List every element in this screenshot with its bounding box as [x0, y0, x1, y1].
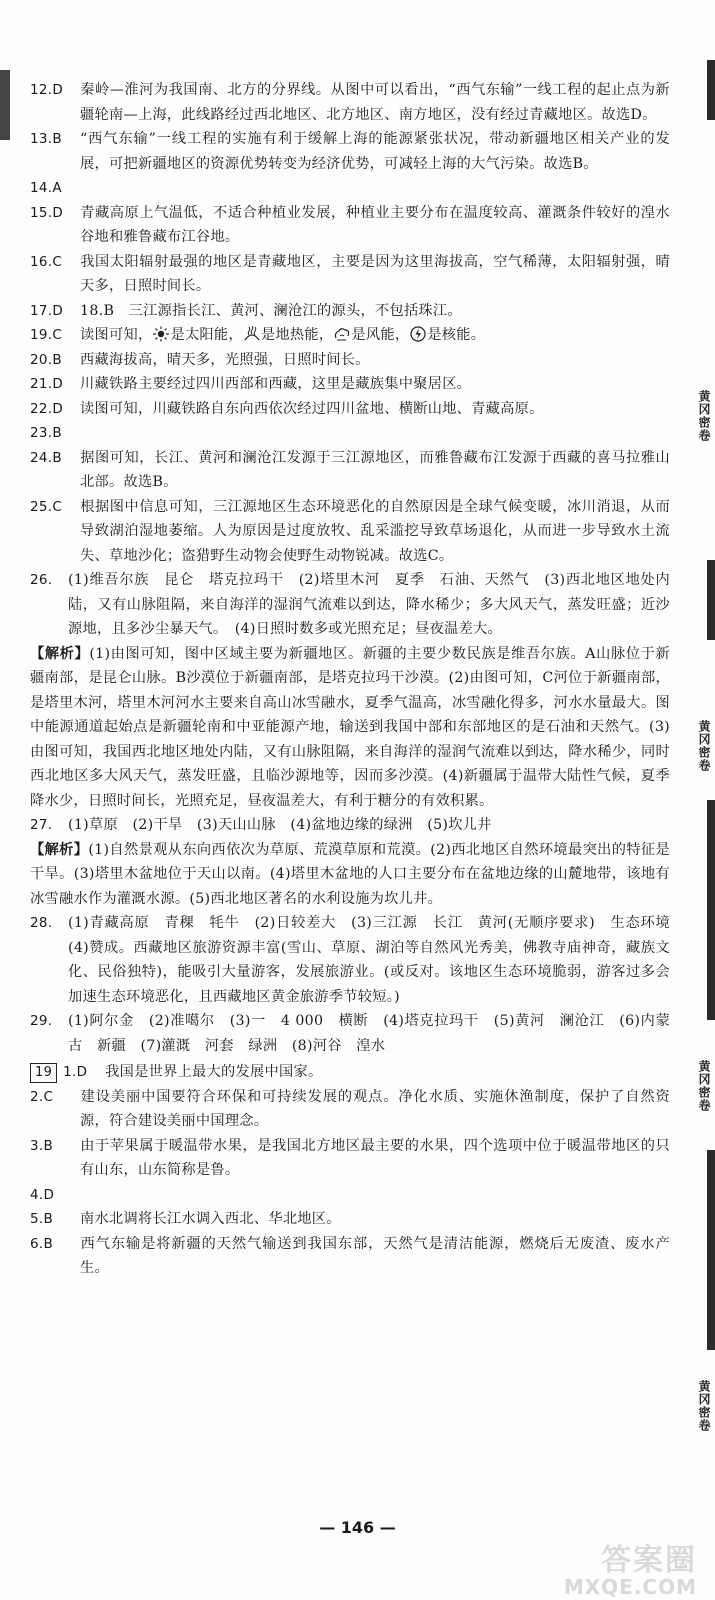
answer-item: [30, 78, 670, 127]
answer-item: [30, 397, 670, 422]
answer-text: 读图可知，川藏铁路自东向西依次经过四川盆地、横断山地、青藏高原。: [80, 400, 544, 417]
answer-text: 秦岭—淮河为我国南、北方的分界线。从图中可以看出，“西气东输”一线工程的起止点为新疆轮南—上海，此线路经过西北地区、北方地区、南方地区，没有经过青藏地区。故选D。: [80, 82, 670, 123]
answer-item: [30, 348, 670, 373]
analysis-tag: 【解析】: [30, 645, 90, 662]
answer-text: 据图可知，长江、黄河和澜沧江发源于三江源地区，而雅鲁藏布江发源于西藏的喜马拉雅山北部。故选B。: [80, 449, 670, 490]
answer-number: 17.D: [30, 302, 64, 319]
answer-number: 25.C: [30, 498, 63, 515]
answer-item: [30, 813, 670, 838]
nuclear-icon: [409, 326, 427, 342]
watermark-url: MXQE.COM: [563, 1575, 697, 1599]
answer-text: 由于苹果属于暖温带水果，是我国北方地区最主要的水果，四个选项中位于暖温带地区的只有山东，山东简称是鲁。: [80, 1137, 670, 1178]
answer-number: 12.D: [30, 82, 64, 98]
answer-number: 26.: [30, 572, 53, 588]
answer-item: [30, 201, 670, 250]
side-label: 黄冈密卷: [697, 720, 711, 772]
side-label: 黄冈密卷: [697, 1380, 711, 1432]
answer-text: 我国太阳辐射最强的地区是青藏地区，主要是因为这里海拔高，空气稀薄，太阳辐射强，晴天多，日照时间长。: [80, 253, 670, 294]
sun-icon: [152, 326, 170, 342]
answer-text: 18.B 三江源指长江、黄河、澜沧江的源头，不包括珠江。: [80, 302, 462, 319]
answer-item: [30, 1134, 670, 1183]
answer-number: 15.D: [30, 204, 64, 221]
analysis-tag: 【解析】: [30, 841, 89, 858]
analysis-text: (1)自然景观从东向西依次为草原、荒漠草原和荒漠。(2)西北地区自然环境最突出的特征是干旱。(3)塔里木盆地位于天山以南。(4)塔里木盆地的人口主要分布在盆地边缘的山麓地带，该地有冰雪融水作为灌溉水源。(5)西北地区著名的水利设施为坎儿井。: [30, 841, 670, 907]
answer-number: 4.D: [30, 1186, 55, 1203]
analysis-27: [30, 838, 670, 912]
answer-item: [30, 1232, 670, 1281]
right-edge-tab: [707, 560, 715, 640]
page-number: — 146 —: [319, 1518, 396, 1537]
analysis-26: [30, 642, 670, 814]
answer-number: 22.D: [30, 400, 64, 417]
answer-number: 1.D: [63, 1064, 88, 1080]
answer-item: [30, 911, 685, 1009]
answer-item: [30, 568, 670, 642]
answer-number: 20.B: [30, 351, 62, 368]
answer-text: “西气东输”一线工程的实施有利于缓解上海的能源紧张状况，带动新疆地区相关产业的发展，可把新疆地区的资源优势转变为经济优势，可减轻上海的大气污染。故选B。: [80, 131, 670, 172]
section-19-first: [30, 1060, 670, 1085]
answer-text: 是地热能，: [260, 327, 334, 343]
answer-number: 21.D: [30, 376, 64, 392]
answer-item: [30, 372, 670, 397]
answer-item-19: [30, 323, 670, 348]
answer-item: [30, 127, 670, 176]
answer-number: 16.C: [30, 253, 63, 270]
answer-number: 29.: [30, 1013, 53, 1029]
answer-item: [30, 1009, 670, 1058]
answer-text: (1)维吾尔族 昆仑 塔克拉玛干 (2)塔里木河 夏季 石油、天然气 (3)西北地区地处内陆，又有山脉阻隔，来自海洋的湿润气流难以到达，降水稀少；多大风天气，蒸发旺盛；近沙源地，且多沙尘暴天气。 (4)日照时数多或光照充足；昼夜温差大。: [68, 572, 670, 637]
side-label: 黄冈密卷: [697, 390, 711, 442]
answer-text: 根据图中信息可知，三江源地区生态环境恶化的自然原因是全球气候变暖，冰川消退，从而导致湖泊湿地萎缩。人为原因是过度放牧、乱采滥挖导致草场退化，从而进一步导致水土流失、草地沙化；盗猎野生动物会使野生动物锐减。故选C。: [80, 498, 670, 564]
answer-text: 读图可知，: [80, 327, 153, 343]
answer-text: 西气东输是将新疆的天然气输送到我国东部，天然气是清洁能源，燃烧后无废渣、废水产生。: [80, 1235, 670, 1276]
answer-item: [30, 421, 670, 446]
side-label: 黄冈密卷: [697, 1060, 711, 1112]
answer-number: 27.: [30, 817, 53, 833]
answer-content: [30, 78, 685, 1281]
answer-text: (1)青藏高原 青稞 牦牛 (2)日较差大 (3)三江源 长江 黄河(无顺序要求) 生态环境 (4)赞成。西藏地区旅游资源丰富(雪山、草原、湖泊等自然风光秀美，佛教寺庙神奇，藏族文化、民俗独特)，能吸引大量游客，发展旅游业。(或反对。该地区生态环境脆弱，游客过多会加速生态环境恶化，且西藏地区黄金旅游季节较短。): [68, 915, 685, 1005]
answer-number: 13.B: [30, 131, 62, 147]
answer-text: 是风能，: [351, 327, 410, 343]
answer-text: 是核能。: [427, 327, 486, 343]
answer-number: 24.B: [30, 449, 62, 466]
left-binding-mark: [0, 70, 10, 140]
answer-item: [30, 446, 670, 495]
watermark-title: 答案圈: [601, 1543, 697, 1578]
analysis-text: (1)由图可知，图中区域主要为新疆地区。新疆的主要少数民族是维吾尔族。A山脉位于新疆南部，是昆仑山脉。B沙漠位于新疆南部，是塔克拉玛干沙漠。(2)由图可知，C河位于新疆南部，是塔里木河，塔里木河河水主要来自高山冰雪融水，夏季气温高，冰雪融化得多，河水水量最大。图中能源通道起始点是新疆轮南和中亚能源产地，输送到我国中部和东部地区的是石油和天然气。(3)由图可知，我国西北地区地处内陆，又有山脉阻隔，来自海洋的湿润气流难以到达，降水稀少，同时西北地区多大风天气，蒸发旺盛，且临沙源地等，因而多沙漠。(4)新疆属于温带大陆性气候，夏季降水少，日照时间长，光照充足，昼夜温差大，有利于糖分的有效积累。: [30, 645, 670, 809]
answer-item: [30, 1207, 670, 1232]
wind-icon: [333, 326, 351, 342]
geothermal-icon: [243, 326, 261, 342]
right-edge-tab: [707, 60, 715, 120]
answer-text: 是太阳能，: [170, 327, 243, 343]
answer-text: 西藏海拔高，晴天多，光照强，日照时间长。: [80, 351, 370, 368]
answer-text: 青藏高原上气温低，不适合种植业发展，种植业主要分布在温度较高、灌溉条件较好的湟水谷地和雅鲁藏布江谷地。: [80, 204, 670, 245]
answer-item: [30, 299, 670, 324]
watermark: [527, 1535, 697, 1599]
right-edge-tab: [707, 800, 715, 1020]
answer-item: [30, 1183, 670, 1208]
answer-number: 19.C: [30, 327, 63, 343]
answer-text: (1)草原 (2)干旱 (3)天山山脉 (4)盆地边缘的绿洲 (5)坎儿井: [68, 817, 492, 833]
answer-number: 6.B: [30, 1235, 54, 1252]
answer-number: 23.B: [30, 425, 62, 441]
answer-number: 5.B: [30, 1211, 54, 1227]
answer-number: 2.C: [30, 1088, 54, 1105]
answer-number: 14.A: [30, 180, 62, 196]
answer-text: 南水北调将长江水调入西北、华北地区。: [80, 1211, 341, 1227]
answer-item: [30, 176, 670, 201]
section-number-box: 19: [30, 1063, 57, 1083]
answer-text: 川藏铁路主要经过四川西部和西藏，这里是藏族集中聚居区。: [80, 376, 472, 392]
answer-number: 3.B: [30, 1137, 54, 1154]
answer-text: 建设美丽中国要符合环保和可持续发展的观点。净化水质、实施休渔制度，保护了自然资源，符合建设美丽中国理念。: [80, 1088, 670, 1129]
answer-item: [30, 495, 670, 569]
answer-item: [30, 1085, 670, 1134]
answer-item: [30, 250, 670, 299]
answer-number: 28.: [30, 915, 53, 931]
answer-text: (1)阿尔金 (2)准噶尔 (3)一 4 000 横断 (4)塔克拉玛干 (5)黄河 澜沧江 (6)内蒙古 新疆 (7)灌溉 河套 绿洲 (8)河谷 湟水: [68, 1013, 670, 1054]
right-edge-tab: [707, 1150, 715, 1350]
answer-text: 我国是世界上最大的发展中国家。: [105, 1064, 323, 1080]
